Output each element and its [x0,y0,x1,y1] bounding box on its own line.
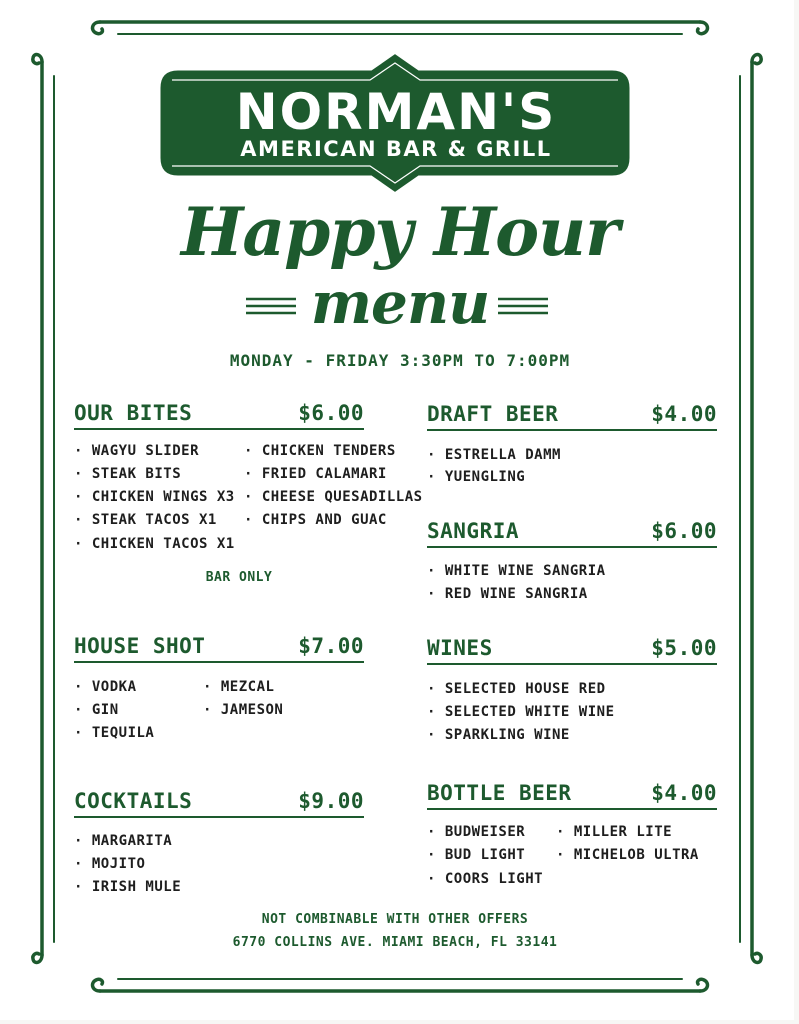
logo-tagline: AMERICAN BAR & GRILL [240,137,552,161]
section-draft-beer [427,401,717,431]
section-name: COCKTAILS [74,789,193,813]
section-name: HOUSE SHOT [74,634,206,658]
section-price: $4.00 [651,781,717,805]
section-house-shot [74,633,364,663]
list-item: · FRIED CALAMARI [244,466,387,482]
list-item: · CHICKEN WINGS X3 [74,489,235,505]
list-item: · SELECTED HOUSE RED [427,681,606,697]
title-menu: menu [310,269,490,337]
section-cocktails [74,788,364,818]
bar-only-note: BAR ONLY [205,570,273,585]
list-item: · GIN [74,702,119,718]
section-sangria [427,518,717,548]
footer-offer-note: NOT COMBINABLE WITH OTHER OFFERS [261,912,529,927]
section-header [427,401,717,431]
list-item: · MICHELOB ULTRA [556,847,699,863]
list-item: · SELECTED WHITE WINE [427,704,615,720]
section-name: OUR BITES [74,401,193,425]
section-header [427,780,717,810]
section-header [427,518,717,548]
list-item: · MILLER LITE [556,824,673,840]
list-item: · YUENGLING [427,469,526,485]
footer-address: 6770 COLLINS AVE. MIAMI BEACH, FL 33141 [232,935,558,950]
section-name: BOTTLE BEER [427,781,572,805]
logo-name: NORMAN'S [235,83,557,141]
list-item: · MOJITO [74,856,146,872]
list-item: · WAGYU SLIDER [74,443,200,459]
section-price: $9.00 [298,789,364,813]
list-item: · CHICKEN TACOS X1 [74,536,235,552]
list-item: · STEAK TACOS X1 [74,512,217,528]
list-item: · SPARKLING WINE [427,727,570,743]
section-header [74,633,364,663]
list-item: · CHICKEN TENDERS [244,443,396,459]
section-wines [427,635,717,665]
list-item: · ESTRELLA DAMM [427,447,561,463]
list-item: · CHEESE QUESADILLAS [244,489,423,505]
list-item: · BUDWEISER [427,824,526,840]
list-item: · RED WINE SANGRIA [427,586,588,602]
section-name: SANGRIA [427,519,520,543]
section-header [74,788,364,818]
section-price: $5.00 [651,636,717,660]
list-item: · TEQUILA [74,725,155,741]
list-item: · VODKA [74,679,137,695]
list-item: · STEAK BITS [74,466,182,482]
section-our-bites [74,400,364,430]
list-item: · CHIPS AND GUAC [244,512,387,528]
section-name: WINES [427,636,493,660]
section-price: $7.00 [298,634,364,658]
hours-text: MONDAY - FRIDAY 3:30PM TO 7:00PM [229,351,571,370]
list-item: · MARGARITA [74,833,173,849]
list-item: · WHITE WINE SANGRIA [427,563,606,579]
list-item: · JAMESON [203,702,284,718]
list-item: · MEZCAL [203,679,275,695]
section-price: $4.00 [651,402,717,426]
section-price: $6.00 [651,519,717,543]
list-item: · BUD LIGHT [427,847,526,863]
section-header [427,635,717,665]
list-item: · COORS LIGHT [427,871,544,887]
section-price: $6.00 [298,401,364,425]
section-name: DRAFT BEER [427,402,559,426]
section-header [74,400,364,430]
title-happy-hour: Happy Hour [181,193,619,271]
section-bottle-beer [427,780,717,810]
list-item: · IRISH MULE [74,879,182,895]
